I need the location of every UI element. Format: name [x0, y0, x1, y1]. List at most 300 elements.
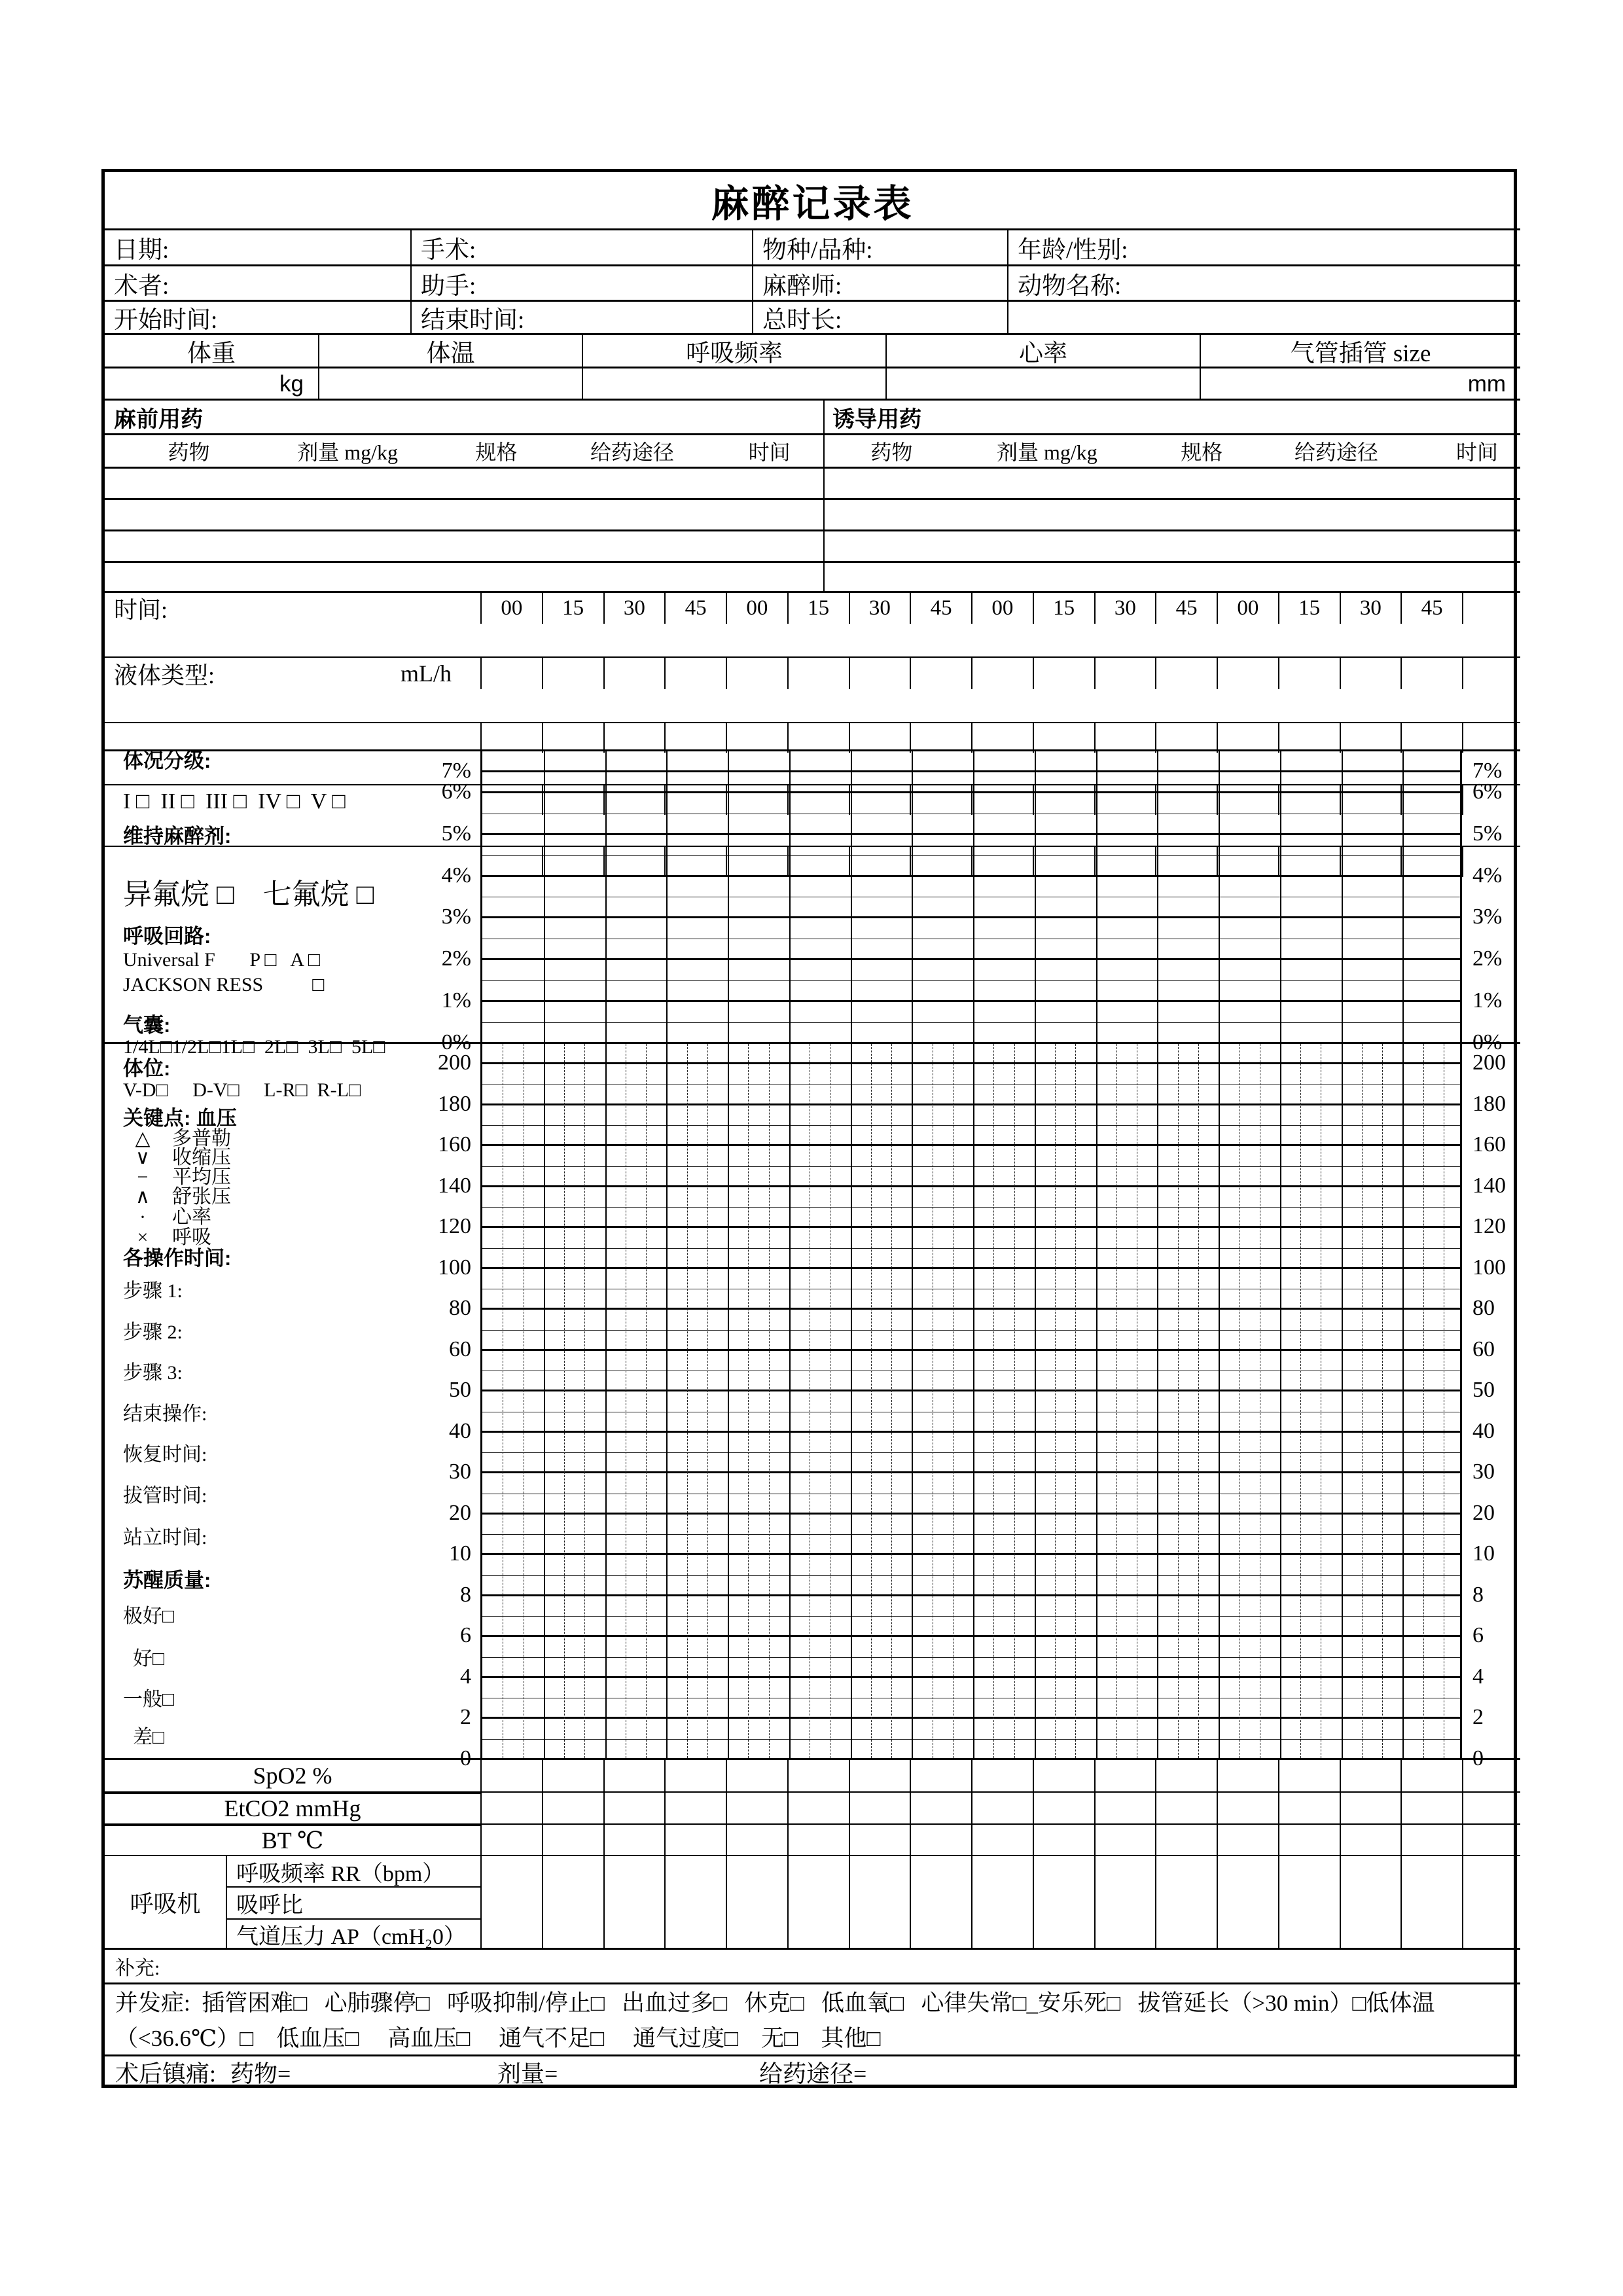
checkbox[interactable]: □ [1107, 1990, 1121, 2016]
date-field[interactable]: 日期: [105, 230, 412, 264]
scale-label: 8 [1472, 1582, 1484, 1607]
grid-cell[interactable] [480, 1856, 542, 1886]
grid-cell[interactable] [849, 658, 910, 689]
grid-cell[interactable] [726, 1856, 787, 1886]
grid-cell[interactable] [1094, 1918, 1156, 1950]
grid-cell[interactable] [603, 1918, 665, 1950]
grid-cell[interactable] [1340, 1918, 1401, 1950]
grid-cell[interactable] [1340, 1793, 1401, 1823]
checkbox[interactable]: □ [713, 1990, 728, 2016]
grid-cell[interactable] [1155, 658, 1217, 689]
checkbox[interactable]: □ [293, 1990, 308, 2016]
grid-cell[interactable] [1217, 658, 1278, 689]
grid-cell[interactable] [603, 1793, 665, 1823]
medication-blank-row [105, 561, 1520, 592]
grid-cell[interactable] [726, 1793, 787, 1823]
time-tick-cell[interactable]: 45 [664, 593, 726, 624]
grid-cell[interactable] [542, 1760, 603, 1791]
end-time-field[interactable]: 结束时间: [412, 302, 753, 333]
scale-label: 0 [1472, 1746, 1484, 1770]
grid-cell[interactable] [1462, 1918, 1520, 1950]
duration-field[interactable]: 总时长: [753, 302, 1008, 333]
monitor-row [105, 1918, 1520, 1950]
grid-cell[interactable] [542, 1918, 603, 1950]
temp-value-cell[interactable] [319, 368, 583, 399]
grid-cell[interactable] [1340, 723, 1401, 753]
grid-cell[interactable] [910, 1886, 971, 1918]
checkbox[interactable]: □ [456, 2026, 471, 2051]
grid-cell[interactable] [664, 1918, 726, 1950]
grid-cell[interactable] [726, 1760, 787, 1791]
anesthetist-field[interactable]: 麻醉师: [753, 266, 1008, 300]
grid-cell[interactable] [1033, 1760, 1094, 1791]
legend-symbol: ∨ [135, 1147, 150, 1168]
checkbox[interactable]: □ [1352, 1990, 1366, 2016]
checkbox[interactable]: □ [233, 789, 247, 814]
grid-cell[interactable] [1278, 658, 1340, 689]
grid-cell[interactable] [603, 658, 665, 689]
grid-cell[interactable] [787, 723, 849, 753]
column-line [666, 751, 668, 1042]
checkbox[interactable]: □ [590, 2026, 605, 2051]
grid-cell[interactable] [1217, 1760, 1278, 1791]
checkbox[interactable]: □ [784, 2026, 798, 2051]
grid-cell[interactable] [603, 1825, 665, 1855]
grid-cell[interactable] [542, 1793, 603, 1823]
grid-cell[interactable] [1400, 1886, 1462, 1918]
monitor-row [105, 1760, 1520, 1791]
time-tick-cell[interactable]: 30 [1094, 593, 1156, 624]
premed-entry-cell[interactable] [105, 469, 823, 498]
grid-cell[interactable] [787, 1886, 849, 1918]
grid-cell[interactable] [542, 1825, 603, 1855]
med-column-header: 给药途径 [590, 440, 674, 464]
left-panel-item: 各操作时间: [123, 1247, 232, 1270]
grid-cell[interactable] [1033, 658, 1094, 689]
checkbox[interactable]: □ [160, 1036, 172, 1058]
grid-cell[interactable] [1033, 1886, 1094, 1918]
postop-dose-field[interactable]: 剂量= [497, 2060, 558, 2087]
left-panel-item[interactable]: 1/4L□1/2L□1L□ 2L□ 3L□ 5L□ [123, 1036, 385, 1058]
grid-cell[interactable] [971, 1886, 1033, 1918]
time-tick-cell[interactable]: 30 [1340, 593, 1401, 624]
grid-cell[interactable] [480, 1793, 542, 1823]
start-time-field[interactable]: 开始时间: [105, 302, 412, 333]
grid-cell[interactable] [1094, 658, 1156, 689]
grid-cell[interactable] [1278, 1825, 1340, 1855]
scale-row [482, 1146, 1460, 1166]
grid-cell[interactable] [1462, 1793, 1520, 1823]
grid-cell[interactable] [1217, 723, 1278, 753]
grid-cell[interactable] [1400, 1918, 1462, 1950]
grid-cell[interactable] [787, 1918, 849, 1950]
grid-cell[interactable] [1094, 723, 1156, 753]
left-panel-item[interactable]: 差□ [123, 1727, 165, 1748]
legend-symbol: − [137, 1166, 149, 1188]
column-line [1219, 751, 1220, 1042]
grid-cell[interactable] [1033, 1793, 1094, 1823]
checkbox[interactable]: □ [162, 1689, 175, 1710]
checkbox[interactable]: □ [345, 2026, 359, 2051]
left-panel-item[interactable]: I □ II □ III □ IV □ V □ [123, 789, 346, 814]
grid-cell[interactable] [1340, 1825, 1401, 1855]
grid-cell[interactable] [1462, 658, 1520, 689]
grid-cell[interactable] [1155, 1760, 1217, 1791]
checkbox[interactable]: □ [295, 1079, 308, 1101]
grid-cell[interactable] [787, 1793, 849, 1823]
postop-drug-field[interactable]: 药物= [230, 2060, 291, 2087]
anesthesia-record-form [101, 169, 1517, 2088]
grid-cell[interactable] [1094, 1825, 1156, 1855]
induction-entry-cell[interactable] [823, 469, 1520, 498]
time-tick-cell[interactable]: 00 [971, 593, 1033, 624]
grid-cell[interactable] [971, 1918, 1033, 1950]
grid-cell[interactable] [971, 1793, 1033, 1823]
checkbox[interactable]: □ [240, 2026, 254, 2051]
grid-cell[interactable] [664, 1825, 726, 1855]
grid-cell[interactable] [1340, 1886, 1401, 1918]
grid-cell[interactable] [1033, 1918, 1094, 1950]
grid-cell[interactable] [480, 1918, 542, 1950]
grid-cell[interactable] [1400, 1760, 1462, 1791]
grid-cell[interactable] [971, 1760, 1033, 1791]
grid-cell[interactable] [1155, 723, 1217, 753]
grid-cell[interactable] [849, 1886, 910, 1918]
column-line [1035, 1044, 1036, 1758]
checkbox[interactable]: □ [308, 949, 320, 971]
time-tick-cell[interactable]: 15 [1278, 593, 1340, 624]
grid-cell[interactable] [726, 1918, 787, 1950]
grid-cell[interactable] [849, 1825, 910, 1855]
grid-cell[interactable] [1033, 1825, 1094, 1855]
grid-cell[interactable] [480, 1760, 542, 1791]
scale-label: 10 [1472, 1541, 1495, 1566]
medication-titles [105, 401, 1520, 433]
grid-cell[interactable] [787, 1856, 849, 1886]
checkbox[interactable]: □ [135, 789, 150, 814]
left-panel-item[interactable]: 好□ [123, 1648, 165, 1670]
grid-cell[interactable] [910, 1856, 971, 1886]
medication-divider [823, 401, 825, 593]
grid-cell[interactable] [1155, 1856, 1217, 1886]
hr-value-cell[interactable] [887, 368, 1201, 399]
grid-cell[interactable] [1340, 658, 1401, 689]
grid-cell[interactable] [910, 1825, 971, 1855]
percent-grid[interactable] [480, 751, 1462, 1042]
grid-cell[interactable] [480, 723, 542, 753]
medication-blank-row [105, 467, 1520, 498]
grid-cell[interactable] [1278, 1886, 1340, 1918]
grid-cell[interactable] [603, 1886, 665, 1918]
grid-cell[interactable] [1400, 1793, 1462, 1823]
scale-label: 6 [1472, 1623, 1484, 1648]
five-min-dashed-line [1382, 1044, 1383, 1758]
grid-cell[interactable] [849, 1856, 910, 1886]
checkbox[interactable]: □ [348, 1079, 361, 1101]
grid-cell[interactable] [726, 658, 787, 689]
scale-row [482, 1208, 1460, 1228]
grid-cell[interactable] [1278, 1918, 1340, 1950]
column-line [728, 751, 729, 1042]
left-panel-item: 苏醒质量: [123, 1569, 211, 1592]
checkbox[interactable]: □ [286, 1036, 298, 1058]
weight-value-cell[interactable]: kg [105, 368, 319, 399]
checkbox[interactable]: □ [286, 789, 300, 814]
species-field[interactable]: 物种/品种: [753, 230, 1008, 264]
grid-cell[interactable] [726, 723, 787, 753]
time-tick-cell[interactable]: 00 [1217, 593, 1278, 624]
age-sex-field[interactable]: 年龄/性别: [1018, 237, 1128, 264]
checkbox[interactable]: □ [373, 1036, 385, 1058]
grid-cell[interactable] [910, 723, 971, 753]
scale-label: 180 [438, 1091, 471, 1116]
grid-cell[interactable] [1033, 1856, 1094, 1886]
induction-entry-cell[interactable] [823, 531, 1520, 561]
grid-cell[interactable] [910, 1760, 971, 1791]
grid-cell[interactable] [480, 658, 542, 689]
time-row-label: 时间: [114, 597, 168, 623]
left-panel-item[interactable]: 一般□ [123, 1689, 175, 1710]
legend-symbol: △ [135, 1128, 151, 1149]
ventilator-label: 呼吸机 [130, 1890, 201, 1917]
grid-cell[interactable] [849, 1793, 910, 1823]
legend-symbol: ∧ [135, 1186, 150, 1208]
checkbox[interactable]: □ [242, 1036, 255, 1058]
grid-cell[interactable] [1094, 1886, 1156, 1918]
scale-row [482, 1351, 1460, 1371]
grid-cell[interactable] [1094, 1856, 1156, 1886]
grid-cell[interactable] [1217, 1825, 1278, 1855]
grid-cell[interactable] [910, 1918, 971, 1950]
postop-route-field[interactable]: 给药途径= [759, 2060, 867, 2087]
scale-row [482, 960, 1460, 981]
time-tick-cell[interactable]: 15 [787, 593, 849, 624]
checkbox[interactable]: □ [790, 1990, 804, 2016]
scale-row [482, 1412, 1460, 1433]
grid-cell[interactable] [971, 1825, 1033, 1855]
grid-cell[interactable] [787, 658, 849, 689]
ett-value-cell[interactable]: mm [1467, 370, 1506, 397]
scale-label: 140 [1472, 1173, 1506, 1198]
grid-cell[interactable] [1400, 658, 1462, 689]
checkbox[interactable]: □ [209, 1036, 221, 1058]
checkbox[interactable]: □ [152, 1648, 165, 1670]
grid-cell[interactable] [1462, 1825, 1520, 1855]
grid-cell[interactable] [542, 1856, 603, 1886]
checkbox[interactable]: □ [181, 789, 195, 814]
left-panel-item: 关键点: 血压 [123, 1107, 237, 1130]
checkbox[interactable]: □ [312, 974, 325, 996]
premed-entry-cell[interactable] [105, 563, 823, 592]
time-tick-cell[interactable]: 30 [603, 593, 665, 624]
grid-cell[interactable] [1094, 1793, 1156, 1823]
grid-cell[interactable] [603, 723, 665, 753]
five-min-dashed-line [564, 1044, 565, 1758]
legend-item: ∨ 收缩压 [105, 1146, 479, 1170]
grid-cell[interactable] [664, 1760, 726, 1791]
supplement-row[interactable] [105, 1948, 1520, 1982]
grid-cell[interactable] [1155, 1886, 1217, 1918]
grid-cell[interactable] [603, 1856, 665, 1886]
time-tick-cell[interactable]: 15 [1033, 593, 1094, 624]
info-empty-cell[interactable] [1008, 302, 1520, 333]
grid-cell[interactable] [971, 723, 1033, 753]
grid-cell[interactable] [1033, 723, 1094, 753]
grid-cell[interactable] [971, 658, 1033, 689]
checkbox[interactable]: □ [227, 1079, 240, 1101]
premed-entry-cell[interactable] [105, 531, 823, 561]
checkbox[interactable]: □ [356, 878, 374, 910]
grid-cell[interactable] [542, 723, 603, 753]
grid-cell[interactable] [910, 1793, 971, 1823]
checkbox[interactable]: □ [162, 1605, 175, 1627]
checkbox[interactable]: □ [152, 1727, 165, 1748]
grid-cell[interactable] [664, 658, 726, 689]
monitor-row [105, 1823, 1520, 1855]
grid-cell[interactable] [1217, 1886, 1278, 1918]
grid-cell[interactable] [1278, 1793, 1340, 1823]
induction-entry-cell[interactable] [823, 563, 1520, 592]
time-tick-cell[interactable]: 00 [480, 593, 542, 624]
grid-cell[interactable] [664, 723, 726, 753]
left-panel-item[interactable]: 异氟烷 □ 七氟烷 □ [123, 878, 374, 910]
grid-cell[interactable] [849, 1918, 910, 1950]
ventilator-sub-label: 气道压力 AP（cmH₂0） [226, 1918, 480, 1950]
grid-cell[interactable] [849, 723, 910, 753]
checkbox[interactable]: □ [217, 878, 234, 910]
scale-label: 7% [441, 758, 471, 783]
column-line [1280, 751, 1281, 1042]
grid-cell[interactable] [1400, 723, 1462, 753]
grid-cell[interactable] [971, 1856, 1033, 1886]
legend-symbol: · [139, 1206, 146, 1228]
grid-cell[interactable] [787, 1825, 849, 1855]
left-panel-item: 维持麻醉剂: [123, 825, 232, 848]
checkbox[interactable]: □ [1012, 1990, 1027, 2016]
scale-row [482, 939, 1460, 960]
ventilator-sub-label: 吸呼比 [226, 1886, 480, 1918]
checkbox[interactable]: □ [329, 1036, 342, 1058]
left-panel-item[interactable]: JACKSON RESS □ [123, 974, 325, 996]
left-panel-item[interactable]: Universal F P □ A □ [123, 949, 320, 971]
time-tick-cell[interactable]: 45 [910, 593, 971, 624]
induction-entry-cell[interactable] [823, 500, 1520, 529]
grid-cell[interactable] [664, 1856, 726, 1886]
scale-label: 100 [1472, 1255, 1506, 1280]
grid-cell[interactable] [910, 658, 971, 689]
left-panel-item: 步骤 1: [123, 1280, 183, 1302]
grid-cell[interactable] [1462, 593, 1520, 624]
time-tick-cell[interactable]: 00 [726, 593, 787, 624]
grid-cell[interactable] [1217, 1856, 1278, 1886]
time-tick-cell[interactable]: 15 [542, 593, 603, 624]
checkbox[interactable]: □ [866, 2026, 881, 2051]
assistant-field[interactable]: 助手: [412, 266, 753, 300]
grid-cell[interactable] [849, 1760, 910, 1791]
left-panel-item[interactable]: 极好□ [123, 1605, 175, 1627]
scale-label: 200 [438, 1050, 471, 1075]
checkbox[interactable]: □ [332, 789, 346, 814]
time-tick-cell[interactable]: 30 [849, 593, 910, 624]
grid-cell[interactable] [1340, 1760, 1401, 1791]
grid-cell[interactable] [1155, 1918, 1217, 1950]
form-title-row [105, 172, 1520, 228]
grid-cell[interactable] [664, 1886, 726, 1918]
complications-line-1[interactable]: 并发症: 插管困难□ 心肺骤停□ 呼吸抑制/停止□ 出血过多□ 休克□ 低血氧□ 心律失常□_安乐死□ 拔管延长（>30 min）□低体温 [105, 1986, 1520, 2021]
scale-row [482, 751, 1460, 772]
vitals-chart-grid[interactable] [480, 1044, 1462, 1758]
animal-name-field[interactable]: 动物名称: [1018, 272, 1122, 300]
scale-label: 4 [460, 1664, 471, 1689]
grid-cell[interactable] [1278, 1856, 1340, 1886]
complications-line-2[interactable]: （<36.6℃）□ 低血压□ 高血压□ 通气不足□ 通气过度□ 无□ 其他□ [105, 2021, 1520, 2056]
grid-cell[interactable] [1155, 1793, 1217, 1823]
scale-label: 5% [1472, 821, 1503, 846]
time-tick-cell[interactable]: 45 [1155, 593, 1217, 624]
grid-cell[interactable] [1217, 1918, 1278, 1950]
surgeon-field[interactable]: 术者: [105, 266, 412, 300]
med-column-header: 规格 [475, 440, 518, 464]
left-panel-item[interactable]: V-D□ D-V□ L-R□ R-L□ [123, 1079, 361, 1101]
scale-row [482, 1044, 1460, 1064]
grid-cell[interactable] [1462, 1886, 1520, 1918]
scale-label: 80 [1472, 1296, 1495, 1321]
grid-cell[interactable] [1094, 1760, 1156, 1791]
legend-item: − 平均压 [105, 1166, 479, 1189]
checkbox[interactable]: □ [156, 1079, 168, 1101]
grid-cell[interactable] [542, 1886, 603, 1918]
grid-cell[interactable] [1217, 1793, 1278, 1823]
grid-cell[interactable] [1462, 723, 1520, 753]
grid-cell[interactable] [1462, 1760, 1520, 1791]
scale-label: 0% [1472, 1030, 1503, 1054]
column-line [605, 1044, 607, 1758]
surgery-field[interactable]: 手术: [412, 230, 753, 264]
grid-cell[interactable] [1462, 1856, 1520, 1886]
grid-cell[interactable] [542, 658, 603, 689]
time-tick-cell[interactable]: 45 [1400, 593, 1462, 624]
grid-cell[interactable] [1400, 1825, 1462, 1855]
grid-cell[interactable] [787, 1760, 849, 1791]
grid-cell[interactable] [1155, 1825, 1217, 1855]
premed-entry-cell[interactable] [105, 500, 823, 529]
checkbox[interactable]: □ [889, 1990, 904, 2016]
checkbox[interactable]: □ [724, 2026, 739, 2051]
grid-cell[interactable] [1340, 1856, 1401, 1886]
scale-label: 7% [1472, 758, 1503, 783]
five-min-dashed-line [1198, 1044, 1199, 1758]
checkbox[interactable]: □ [416, 1990, 430, 2016]
checkbox[interactable]: □ [264, 949, 277, 971]
grid-cell[interactable] [726, 1886, 787, 1918]
grid-cell[interactable] [1400, 1856, 1462, 1886]
checkbox[interactable]: □ [590, 1990, 605, 2016]
weight-header: 体重 [105, 335, 319, 367]
rr-value-cell[interactable] [583, 368, 887, 399]
scale-label: 2% [441, 946, 471, 971]
grid-cell[interactable] [603, 1760, 665, 1791]
grid-cell[interactable] [1278, 723, 1340, 753]
scale-label: 30 [449, 1460, 471, 1484]
fluid-blank-label-cell[interactable] [105, 723, 480, 753]
grid-cell[interactable] [480, 1886, 542, 1918]
grid-cell[interactable] [726, 1825, 787, 1855]
column-line [1342, 1044, 1343, 1758]
grid-cell[interactable] [1278, 1760, 1340, 1791]
scale-row [482, 1228, 1460, 1248]
grid-cell[interactable] [480, 1825, 542, 1855]
grid-cell[interactable] [664, 1793, 726, 1823]
